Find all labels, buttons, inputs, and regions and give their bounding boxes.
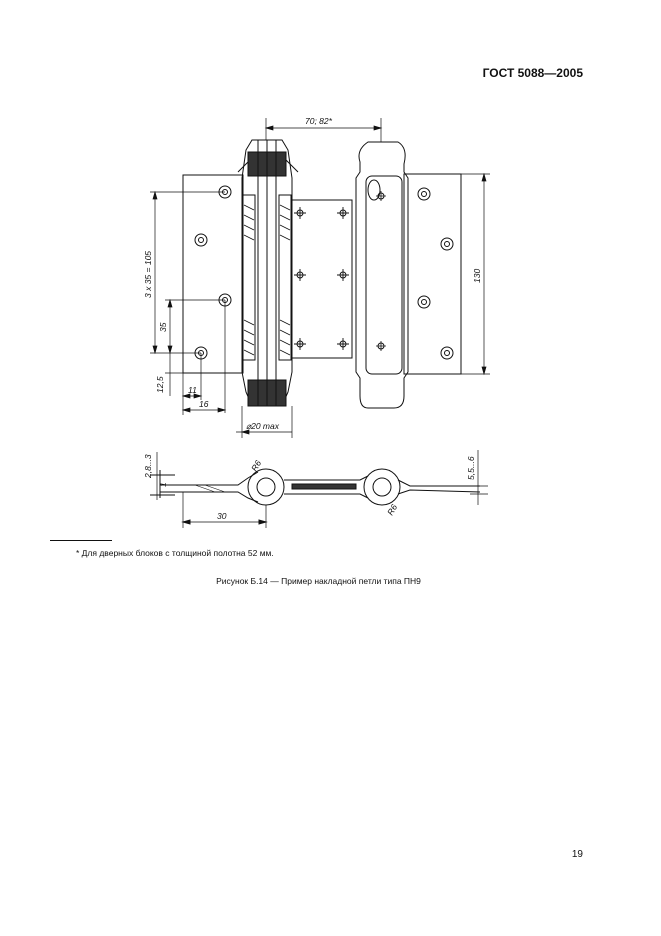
dim-width: 70; 82* (305, 116, 332, 126)
left-leaf-plate (183, 175, 243, 373)
figure-caption (0, 576, 661, 586)
right-view-knuckle (356, 142, 408, 408)
dimension-lines (150, 118, 490, 438)
dim-12-5: 12,5 (155, 376, 165, 393)
dim-1: 1 (158, 482, 168, 487)
left-view-crosshair-holes (294, 207, 349, 350)
dim-height-right: 130 (472, 268, 482, 283)
footnote: * Для дверных блоков с толщиной полотна 52 мм. (76, 548, 274, 558)
dim-11: 11 (188, 385, 197, 395)
label-r6-right: R6 (385, 502, 400, 517)
dim-35: 35 (158, 322, 168, 332)
figure-caption-text: Рисунок Б.14 — Пример накладной петли типа ПН9 (216, 576, 421, 586)
footnote-rule (50, 540, 112, 541)
dim-pin-diameter: ⌀20 max (246, 421, 279, 431)
standard-number: ГОСТ 5088—2005 (482, 66, 583, 80)
dim-30: 30 (217, 511, 227, 521)
label-r6-left: R6 (249, 458, 264, 473)
left-leaf-holes (195, 186, 231, 359)
section-view (150, 450, 488, 528)
dim-hole-pitch: 3 x 35 = 105 (143, 250, 153, 298)
page-number: 19 (571, 849, 583, 860)
right-leaf-holes (418, 188, 453, 359)
dim-2-8-3: 2,8...3 (143, 454, 153, 478)
dim-16: 16 (199, 399, 209, 409)
dim-5-5-6: 5,5...6 (466, 456, 476, 480)
